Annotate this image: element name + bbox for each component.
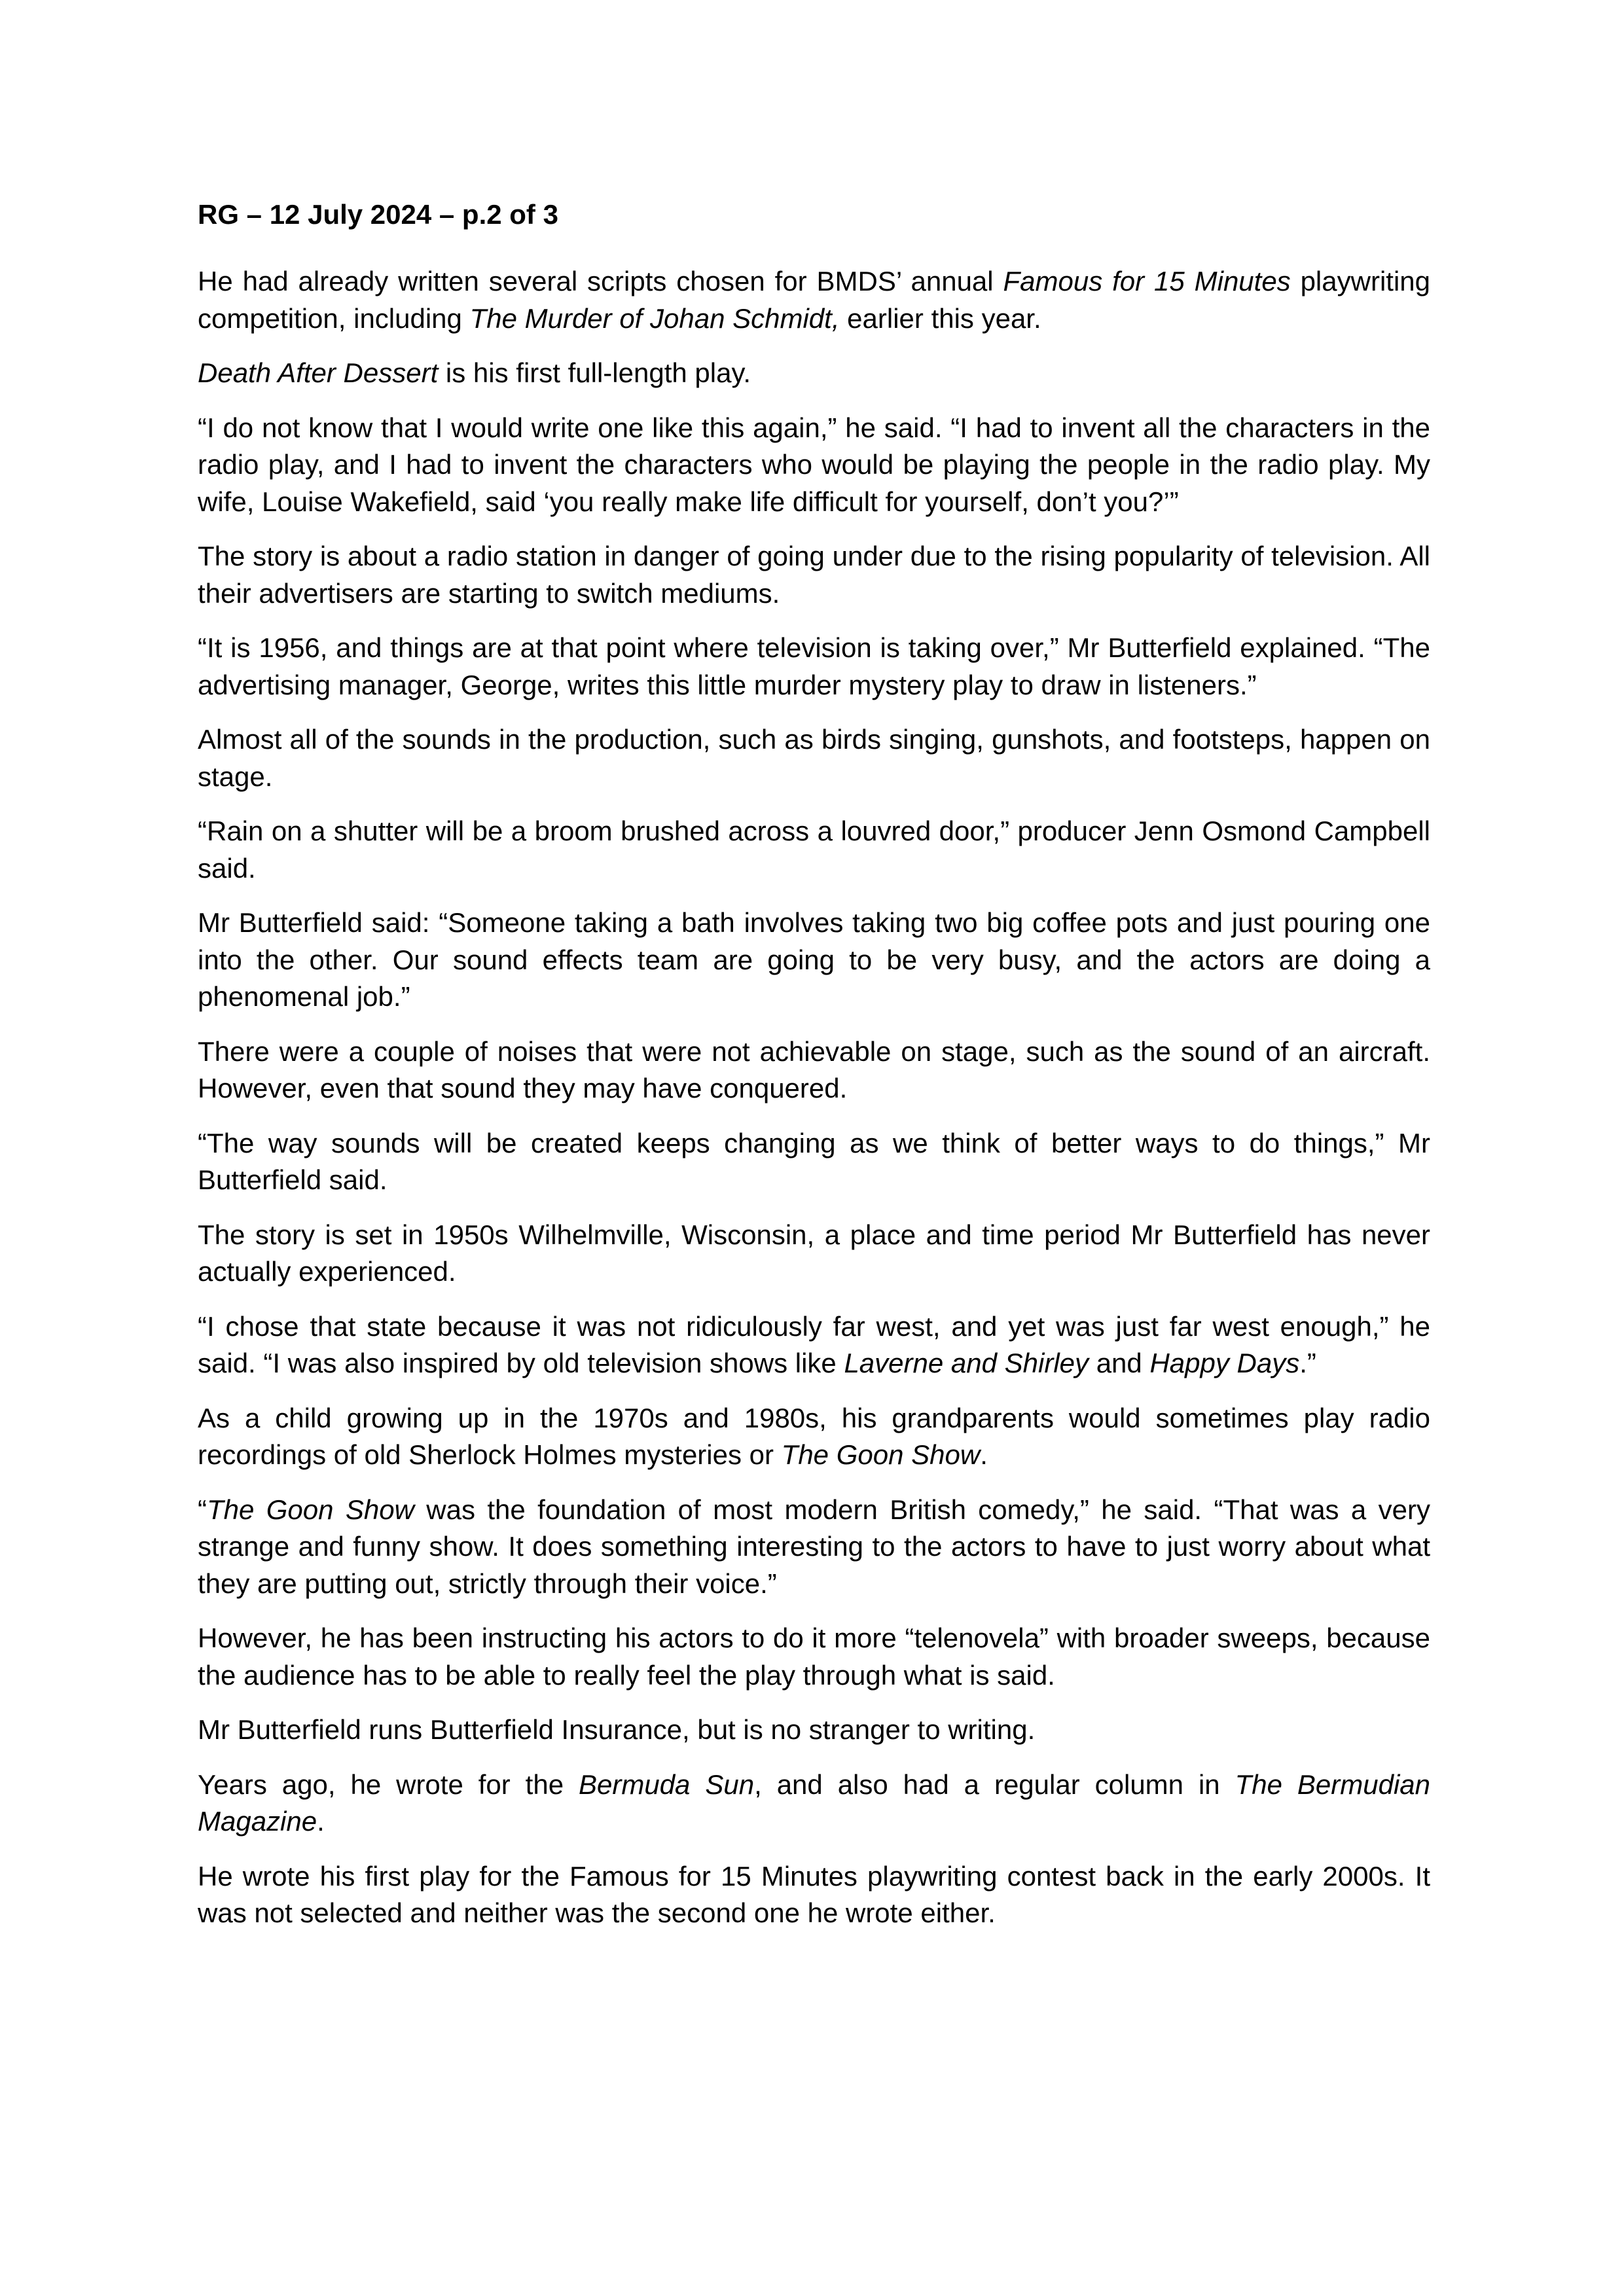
text-run: “Rain on a shutter will be a broom brushed across a louvred door,” producer Jenn Osmond Campbell said. [198,816,1430,884]
paragraph [198,1620,1430,1694]
text-run: The story is about a radio station in danger of going under due to the rising popularity of television. All their advertisers are starting to switch mediums. [198,541,1430,609]
italic-text: Happy Days [1149,1348,1300,1378]
paragraph [198,1712,1430,1749]
text-run: and [1089,1348,1150,1378]
paragraph [198,538,1430,612]
paragraph [198,813,1430,887]
paragraph [198,1033,1430,1107]
text-run: “The way sounds will be created keeps changing as we think of better ways to do things,” Mr Butterfield said. [198,1127,1430,1195]
text-run: However, he has been instructing his actors to do it more “telenovela” with broader sweeps, because the audience has to be able to really feel the play through what is said. [198,1623,1430,1691]
text-run: “ [198,1494,207,1525]
text-run: , and also had a regular column in [754,1768,1235,1800]
text-run: Almost all of the sounds in the production, such as birds singing, gunshots, and footsteps, happen on stage. [198,724,1430,792]
text-run: . [980,1439,988,1470]
text-run: There were a couple of noises that were not achievable on stage, such as the sound of an aircraft. However, even that sound they may have conquered. [198,1035,1430,1103]
paragraph [198,355,1430,392]
text-run: . [317,1806,325,1837]
paragraph [198,1858,1430,1932]
paragraph [198,410,1430,521]
text-run: He wrote his first play for the Famous for 15 Minutes playwriting contest back in the early 2000s. It was not selected and neither was the second one he wrote either. [198,1860,1430,1928]
paragraph [198,721,1430,795]
italic-text: The Goon Show [207,1494,414,1525]
text-run: He had already written several scripts chosen for BMDS’ annual [198,266,1003,296]
text-run: playwriting competition, including [198,266,1430,334]
paragraph [198,1767,1430,1840]
italic-text: The Goon Show [781,1439,981,1470]
text-run: “I chose that state because it was not ridiculously far west, and yet was just far west enough,” he said. “I was also inspired by old television shows like [198,1310,1430,1378]
italic-text: Bermuda Sun [579,1768,755,1800]
paragraph [198,905,1430,1016]
paragraph [198,1125,1430,1199]
page-header: RG – 12 July 2024 – p.2 of 3 [198,199,558,230]
paragraph [198,630,1430,704]
text-run: is his first full-length play. [438,357,751,388]
paragraph [198,1492,1430,1603]
italic-text: The Bermudian Magazine [198,1768,1430,1837]
text-run: was the foundation of most modern British comedy,” he said. “That was a very strange and funny show. It does something interesting to the actors to have to just worry about what they are putting out, strictly through their voice.” [198,1494,1431,1599]
italic-text: Death After Dessert [198,357,439,388]
text-run: Years ago, he wrote for the [198,1768,579,1800]
italic-text: The Murder of Johan Schmidt, [469,302,840,334]
text-run: earlier this year. [839,302,1041,334]
paragraph [198,1400,1430,1474]
article-body [198,263,1430,1932]
text-run: “I do not know that I would write one like this again,” he said. “I had to invent all the characters in the radio play, and I had to invent the characters who would be playing the people in the radio play. My wife, Louise Wakefield, said ‘you really make life difficult for yourself, don’t you?’” [198,412,1430,517]
text-run: The story is set in 1950s Wilhelmville, Wisconsin, a place and time period Mr Butterfield has never actually experienced. [198,1219,1430,1287]
italic-text: Laverne and Shirley [844,1348,1089,1378]
paragraph [198,1217,1430,1291]
text-run: Mr Butterfield runs Butterfield Insurance, but is no stranger to writing. [198,1714,1036,1745]
paragraph [198,263,1430,337]
text-run: .” [1299,1348,1316,1378]
text-run: As a child growing up in the 1970s and 1980s, his grandparents would sometimes play radio recordings of old Sherlock Holmes mysteries or [198,1402,1430,1470]
document-page [198,196,1430,1950]
text-run: “It is 1956, and things are at that point where television is taking over,” Mr Butterfield explained. “The advertising manager, George, writes this little murder mystery play to draw in listeners.” [198,632,1430,700]
italic-text: Famous for 15 Minutes [1003,266,1291,296]
paragraph [198,1308,1430,1382]
text-run: Mr Butterfield said: “Someone taking a bath involves taking two big coffee pots and just pouring one into the other. Our sound effects team are going to be very busy, and the actors are doing a phenomenal job.” [198,907,1430,1012]
